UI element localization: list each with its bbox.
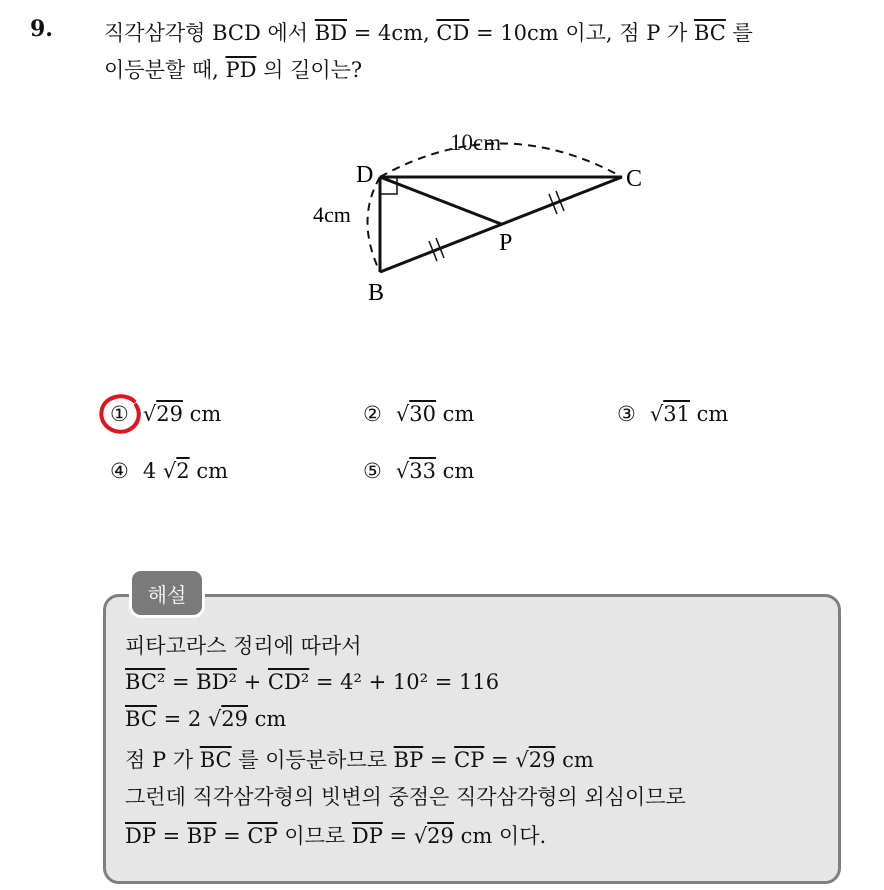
choice-unit: cm bbox=[442, 402, 475, 426]
seg-bp: $\overline{BP}$ bbox=[393, 748, 424, 772]
label-4cm: 4cm bbox=[313, 202, 351, 227]
eq: = bbox=[165, 670, 197, 694]
choice-mark: ⑤ bbox=[363, 459, 382, 483]
q2-text-1: 이등분할 때, bbox=[104, 58, 226, 82]
eq: = bbox=[155, 824, 187, 848]
unit: cm bbox=[555, 748, 594, 772]
segment-bd: $\overline{BD}$ bbox=[314, 21, 348, 45]
question-line-2 bbox=[104, 54, 362, 84]
question-line-1 bbox=[104, 17, 753, 47]
sol-l4-t2: 를 이등분하므로 bbox=[231, 748, 394, 772]
solution-line-4: 점 P 가 $\overline{BC}$ 를 이등분하므로 $\overline{BP} = \overline{CP} = √29$ cm bbox=[125, 748, 594, 772]
solution-line-1: 피타고라스 정리에 따라서 bbox=[125, 634, 362, 658]
solution-line-2 bbox=[125, 670, 499, 694]
q2-text-2: 의 길이는? bbox=[256, 58, 363, 82]
choice-unit: cm bbox=[189, 402, 222, 426]
label-d: D bbox=[356, 162, 374, 188]
sol-l4-t1: 점 P 가 bbox=[125, 748, 200, 772]
sol-l2-rest: = 4² + 10² = 116 bbox=[309, 670, 500, 694]
choice-3[interactable]: ③ √31 cm bbox=[617, 402, 729, 426]
choice-mark: ④ bbox=[110, 459, 129, 483]
choice-2[interactable]: ② √30 cm bbox=[363, 402, 475, 426]
segment-cd: $\overline{CD}$ bbox=[436, 21, 470, 45]
choice-1[interactable]: ① √29 cm bbox=[110, 402, 222, 426]
seg-bd-sq: BD² bbox=[196, 670, 237, 694]
choice-5[interactable]: ⑤ √33 cm bbox=[363, 459, 475, 483]
radicand: 29 bbox=[221, 707, 248, 731]
sol-l4-t3: = bbox=[484, 748, 516, 772]
solution-line-6: $\overline{DP} = \overline{BP} = \overline{CP}$ 이므로 $\overline{DP} = √29$ cm 이다. bbox=[125, 824, 547, 848]
eq: = bbox=[423, 748, 455, 772]
q1-text-1: 직각삼각형 BCD 에서 bbox=[104, 21, 315, 45]
choice-radicand: 29 bbox=[156, 402, 183, 426]
label-b: B bbox=[368, 280, 385, 306]
q1-text-3: = 10cm 이고, 점 P 가 bbox=[469, 21, 694, 45]
choice-unit: cm bbox=[442, 459, 475, 483]
choice-prefix: 4 bbox=[142, 459, 163, 483]
seg-dp: $\overline{DP}$ bbox=[351, 824, 383, 848]
unit: cm bbox=[248, 707, 287, 731]
radicand: 29 bbox=[528, 748, 556, 772]
solution-tab: 해설 bbox=[129, 568, 205, 618]
triangle-figure bbox=[300, 120, 700, 320]
label-10cm: 10cm bbox=[450, 130, 502, 155]
seg-cd-sq: CD² bbox=[267, 670, 310, 694]
eq: = bbox=[216, 824, 248, 848]
segment-bc: $\overline{BC}$ bbox=[693, 21, 726, 45]
q1-text-4: 를 bbox=[725, 21, 753, 45]
choice-radicand: 2 bbox=[176, 459, 190, 483]
unit: cm 이다. bbox=[453, 824, 547, 848]
seg-bp: $\overline{BP}$ bbox=[186, 824, 217, 848]
seg-cp: $\overline{CP}$ bbox=[454, 748, 485, 772]
seg-dp: $\overline{DP}$ bbox=[125, 824, 156, 848]
question-number: 9. bbox=[30, 16, 53, 42]
label-c: C bbox=[626, 166, 643, 192]
choice-unit: cm bbox=[696, 402, 729, 426]
choice-mark: ① bbox=[110, 402, 129, 426]
arc-db bbox=[368, 177, 381, 272]
sol-l6-t1: 이므로 bbox=[277, 824, 352, 848]
choice-mark: ③ bbox=[617, 402, 636, 426]
seg-bc-sq: BC² bbox=[125, 670, 166, 694]
label-p: P bbox=[499, 230, 513, 256]
seg-bc: $\overline{BC}$ bbox=[125, 707, 157, 731]
seg-cp: $\overline{CP}$ bbox=[247, 824, 278, 848]
plus: + bbox=[236, 670, 268, 694]
q1-text-2: = 4cm, bbox=[347, 21, 437, 45]
segment-dp-line bbox=[380, 177, 501, 224]
choice-radicand: 33 bbox=[409, 459, 436, 483]
segment-pd: $\overline{PD}$ bbox=[225, 58, 257, 82]
sol-l3-rest: = 2 bbox=[156, 707, 208, 731]
choice-4[interactable]: ④ 4 √2 cm bbox=[110, 459, 229, 483]
solution-line-5: 그런데 직각삼각형의 빗변의 중점은 직각삼각형의 외심이므로 bbox=[125, 785, 686, 809]
solution-line-3: $\overline{BC} = 2$ √29 cm bbox=[125, 707, 287, 731]
radicand: 29 bbox=[427, 824, 454, 848]
choice-radicand: 31 bbox=[663, 402, 690, 426]
seg-bc: $\overline{BC}$ bbox=[199, 748, 232, 772]
choice-unit: cm bbox=[196, 459, 229, 483]
choice-mark: ② bbox=[363, 402, 382, 426]
choice-radicand: 30 bbox=[409, 402, 436, 426]
sol-l6-t2: = bbox=[382, 824, 414, 848]
